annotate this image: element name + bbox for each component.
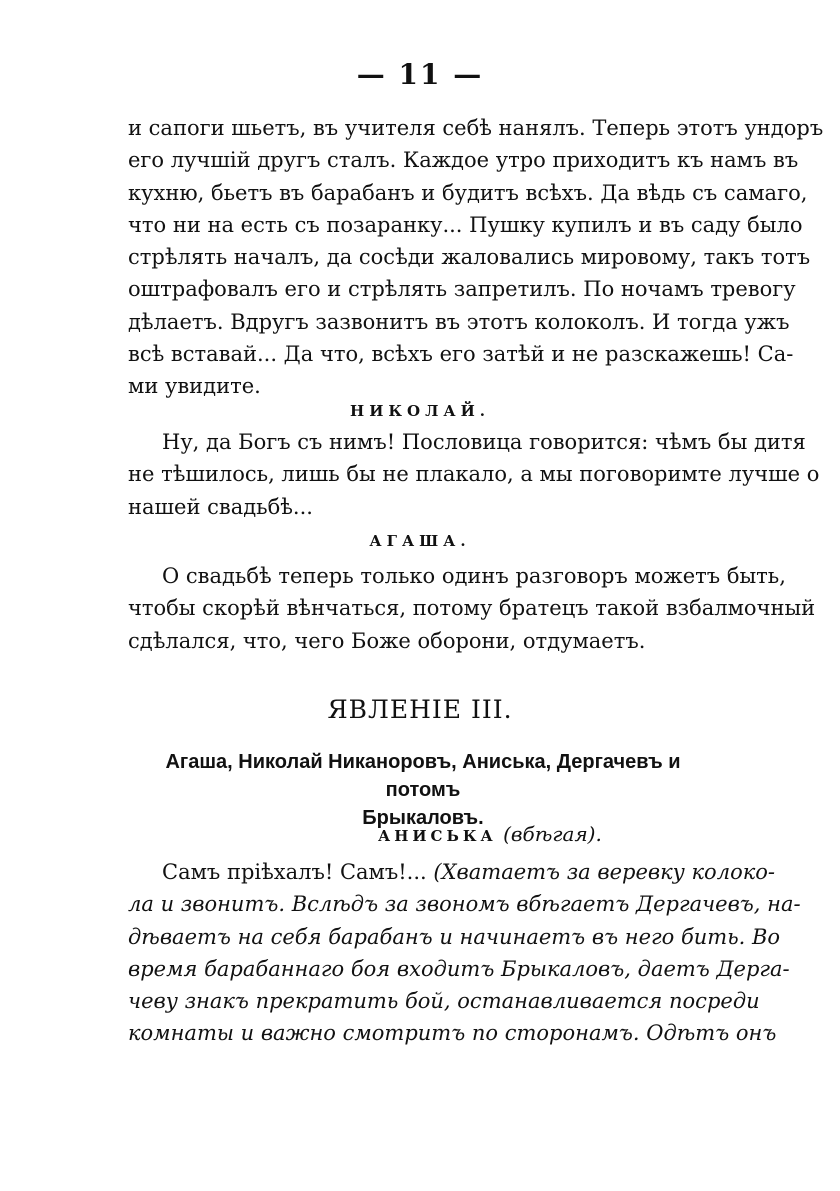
stage-note: (вбѣгая).: [503, 822, 602, 846]
speaker-heading-nikolai: НИКОЛАЙ.: [350, 402, 490, 420]
speaker-name: АНИСЬКА: [378, 827, 497, 845]
character-list: [128, 748, 718, 832]
stage-direction-line: комнаты и важно смотритъ по сторонамъ. Одѣтъ онъ: [128, 1021, 777, 1046]
page-number: — 11 —: [356, 58, 484, 91]
text-line: чтобы скорѣй вѣнчаться, потому братецъ такой взбалмочный: [128, 596, 816, 621]
text-line: О свадьбѣ теперь только одинъ разговоръ можетъ быть,: [162, 564, 786, 588]
text-line: кухню, бьетъ въ барабанъ и будитъ всѣхъ. Да вѣдь съ самаго,: [128, 180, 808, 205]
paragraph-nikolai: [128, 426, 820, 523]
text-line: [128, 856, 775, 888]
text-line: сдѣлался, что, чего Боже оборони, отдумаетъ.: [128, 628, 646, 653]
paragraph-aniska: [128, 856, 801, 1050]
text-line: ми увидите.: [128, 374, 261, 399]
paragraph-continuation: [128, 112, 824, 403]
stage-direction-line: чеву знакъ прекратить бой, останавливается посреди: [128, 989, 760, 1014]
scene-title: ЯВЛЕНІЕ III.: [327, 695, 513, 724]
text-line: и сапоги шьетъ, въ учителя себѣ нанялъ. Теперь этотъ ундоръ: [128, 116, 824, 140]
character-list-line: Брыкаловъ.: [362, 807, 484, 829]
speaker-heading-aniska: [378, 822, 602, 846]
speaker-heading-agasha: АГАША.: [369, 532, 471, 550]
text-line: стрѣлять началъ, да сосѣди жаловались мировому, такъ тотъ: [128, 245, 811, 270]
stage-direction: (Хватаетъ за веревку колоко-: [433, 860, 775, 884]
text-line: что ни на есть съ позаранку... Пушку купилъ и въ саду было: [128, 212, 803, 237]
text-line: оштрафовалъ его и стрѣлять запретилъ. По ночамъ тревогу: [128, 277, 796, 302]
stage-direction-line: ла и звонитъ. Вслѣдъ за звономъ вбѣгаетъ Дергачевъ, на-: [128, 892, 801, 917]
spoken-text: Самъ пріѣхалъ! Самъ!...: [162, 860, 434, 884]
text-line: дѣлаетъ. Вдругъ зазвонитъ въ этотъ колоколъ. И тогда ужъ: [128, 309, 790, 334]
paragraph-agasha: [128, 560, 816, 657]
text-line: не тѣшилось, лишь бы не плакало, а мы поговоримте лучше о: [128, 462, 820, 487]
text-line: всѣ вставай... Да что, всѣхъ его затѣй и не разскажешь! Са-: [128, 342, 794, 367]
character-list-line: Агаша, Николай Никаноровъ, Аниська, Дергачевъ и потомъ: [165, 751, 681, 801]
stage-direction-line: время барабаннаго боя входитъ Брыкаловъ, даетъ Дерга-: [128, 956, 790, 981]
stage-direction-line: дѣваетъ на себя барабанъ и начинаетъ въ него бить. Во: [128, 924, 781, 949]
text-line: Ну, да Богъ съ нимъ! Пословица говорится: чѣмъ бы дитя: [162, 430, 806, 454]
text-line: нашей свадьбѣ...: [128, 494, 313, 519]
text-line: его лучшій другъ сталъ. Каждое утро приходитъ къ намъ въ: [128, 148, 799, 173]
